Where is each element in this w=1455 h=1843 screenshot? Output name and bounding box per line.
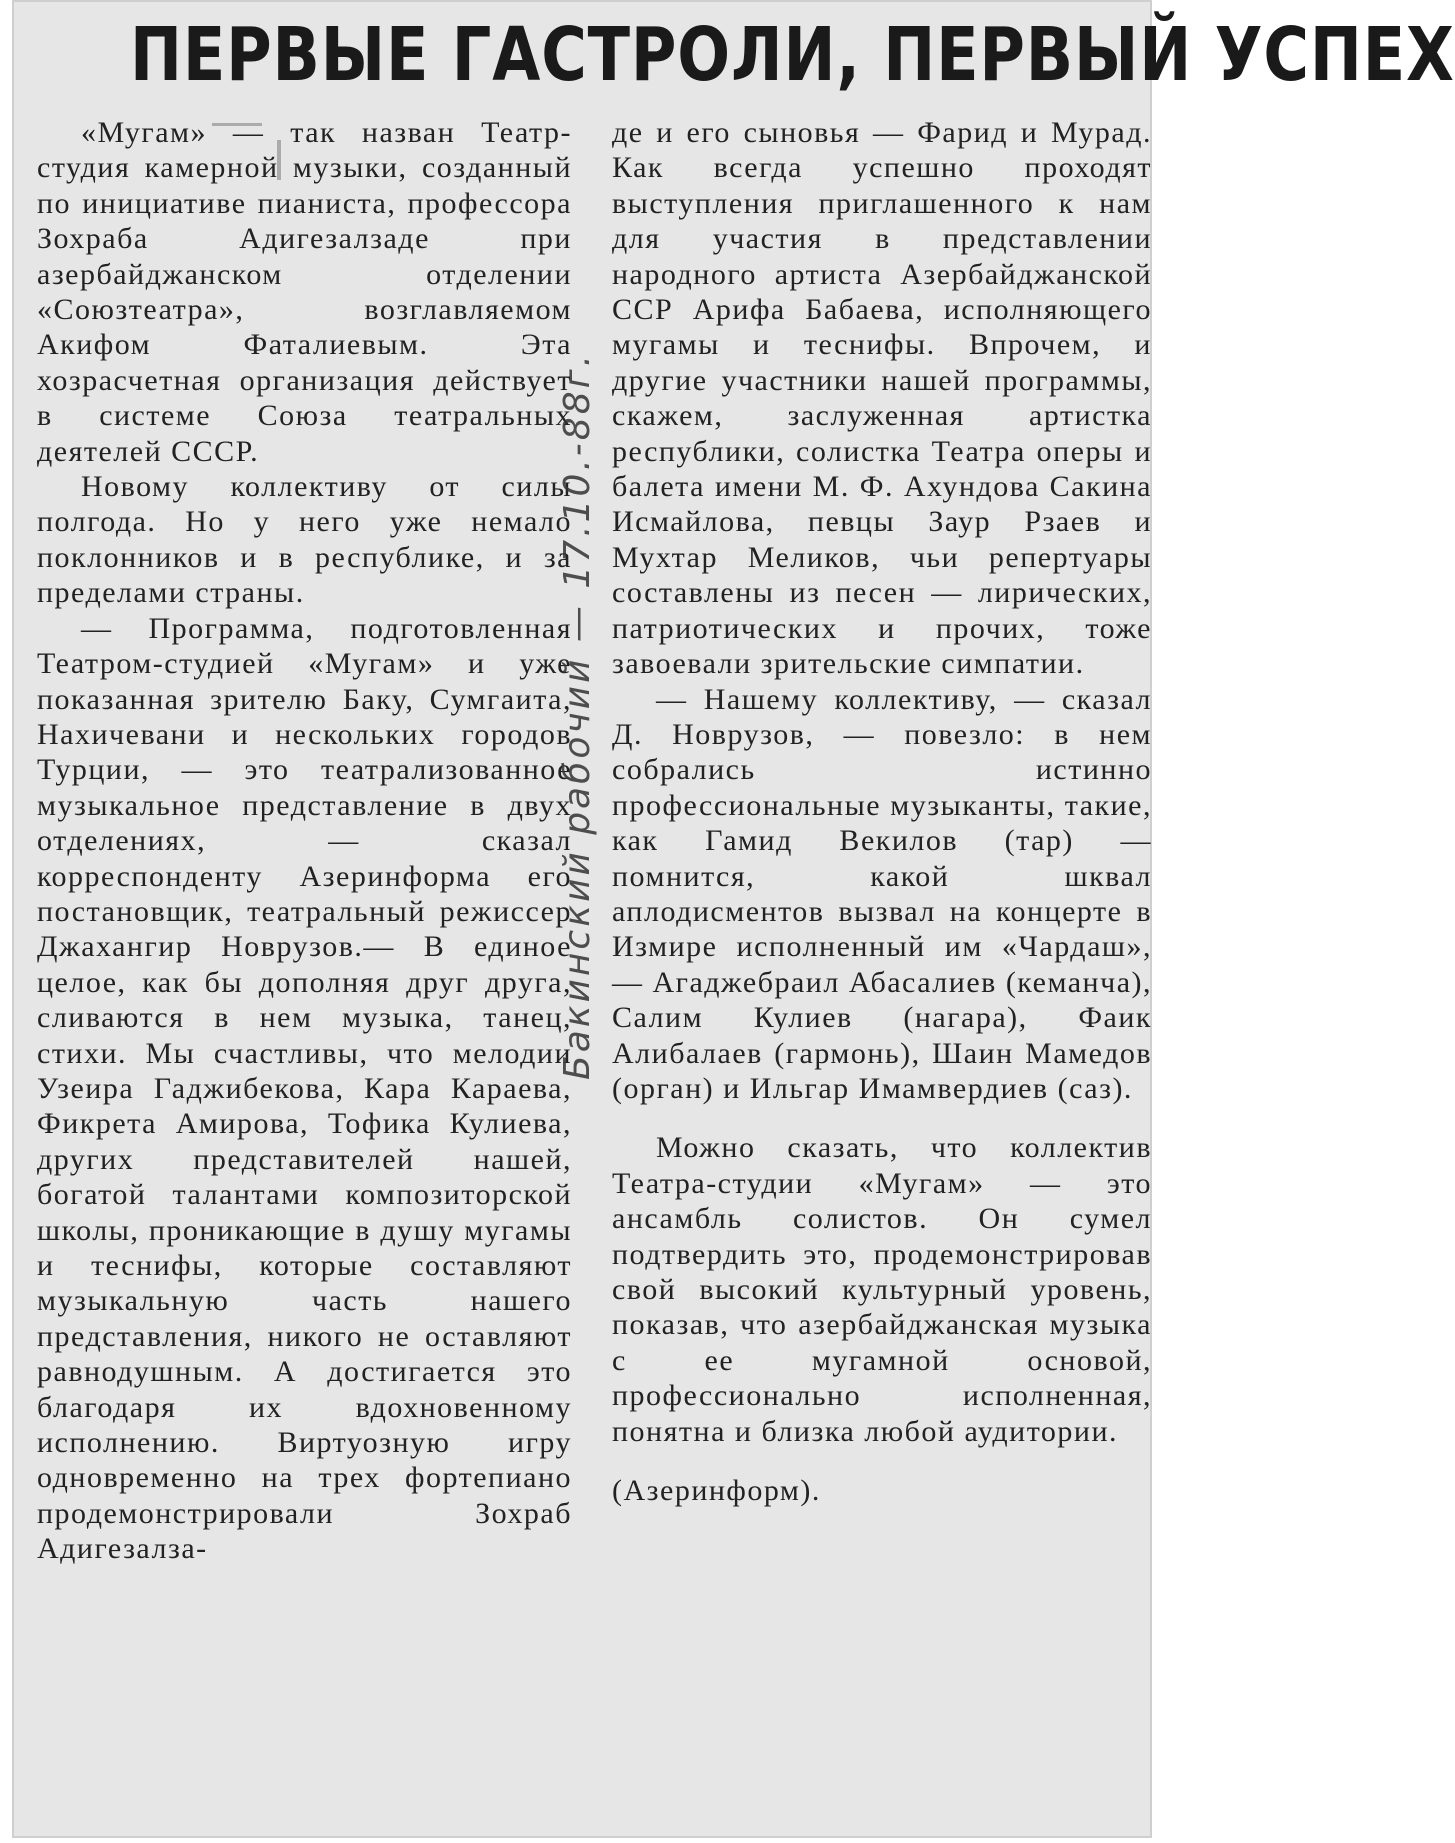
article-paragraph: Можно сказать, что коллектив Театра-студии «Мугам» — это ансамбль солистов. Он сумел подтвердить это, продемонстрировав свой высокий культурный уровень, показав, что азербайджанская музыка с ее мугамной основой, профессионально исполненная, понятна и близка любой аудитории. [612, 1131, 1152, 1448]
handwritten-note: Бакинский рабочий — 17.10.-88г. [557, 352, 598, 1080]
article-paragraph: Новому коллективу от силы полгода. Но у него уже немало поклонников и в республике, и за пределами страны. [37, 470, 572, 610]
article-paragraph: — Нашему коллективу, — сказал Д. Новрузов, — повезло: в нем собрались истинно профессиональные музыканты, такие, как Гамид Векилов (тар) — помнится, какой шквал аплодисментов вызвал на концерте в Измире исполненный им «Чардаш», — Агаджебраил Абасалиев (кеманча), Салим Кулиев (нагара), Фаик Алибалаев (гармонь), Шаин Мамедов (орган) и Ильгар Имамвердиев (саз). [612, 682, 1152, 1105]
article-column-right [612, 115, 1152, 1508]
newspaper-clipping [12, 0, 1455, 1838]
article-paragraph: «Мугам» — так назван Театр-студия камерной музыки, созданный по инициативе пианиста, профессора Зохраба Адигезалзаде при азербайджанском отделении «Союзтеатра», возглавляемом Акифом Фаталиевым. Эта хозрасчетная организация действует в системе Союза театральных деятелей СССР. [37, 116, 572, 468]
article-paragraph: — Программа, подготовленная Театром-студией «Мугам» и уже показанная зрителю Баку, Сумгаита, Нахичевани и нескольких городов Турции, — это театрализованное музыкальное представление в двух отделениях, — сказал корреспонденту Азеринформа его постановщик, театральный режиссер Джахангир Новрузов.— В единое целое, как бы дополняя друг друга, сливаются в нем музыка, танец, стихи. Мы счастливы, что мелодии Узеира Гаджибекова, Кара Караева, Фикрета Амирова, Тофика Кулиева, других представителей нашей, богатой талантами композиторской школы, проникающие в душу мугамы и теснифы, которые составляют музыкальную часть нашего представления, никого не оставляют равнодушным. А достигается это благодаря их вдохновенному исполнению. Виртуозную игру одновременно на трех фортепиано продемонстрировали Зохраб Адигезалза- [37, 611, 572, 1566]
paragraph-gap [612, 1449, 1152, 1473]
article-column-left [37, 115, 572, 1567]
headline: ПЕРВЫЕ ГАСТРОЛИ, ПЕРВЫЙ УСПЕХ [130, 12, 1455, 98]
article-paragraph: де и его сыновья — Фарид и Мурад. Как всегда успешно проходят выступления приглашенного к нам для участия в представлении народного артиста Азербайджанской ССР Арифа Бабаева, исполняющего мугамы и теснифы. Впрочем, и другие участники нашей программы, скажем, заслуженная артистка республики, солистка Театра оперы и балета имени М. Ф. Ахундова Сакина Исмайлова, певцы Заур Рзаев и Мухтар Меликов, чьи репертуары составлены из песен — лирических, патриотических и прочих, тоже завоевали зрительские симпатии. [612, 116, 1152, 681]
source-signature: (Азеринформ). [612, 1474, 821, 1508]
paragraph-gap [612, 1106, 1152, 1130]
